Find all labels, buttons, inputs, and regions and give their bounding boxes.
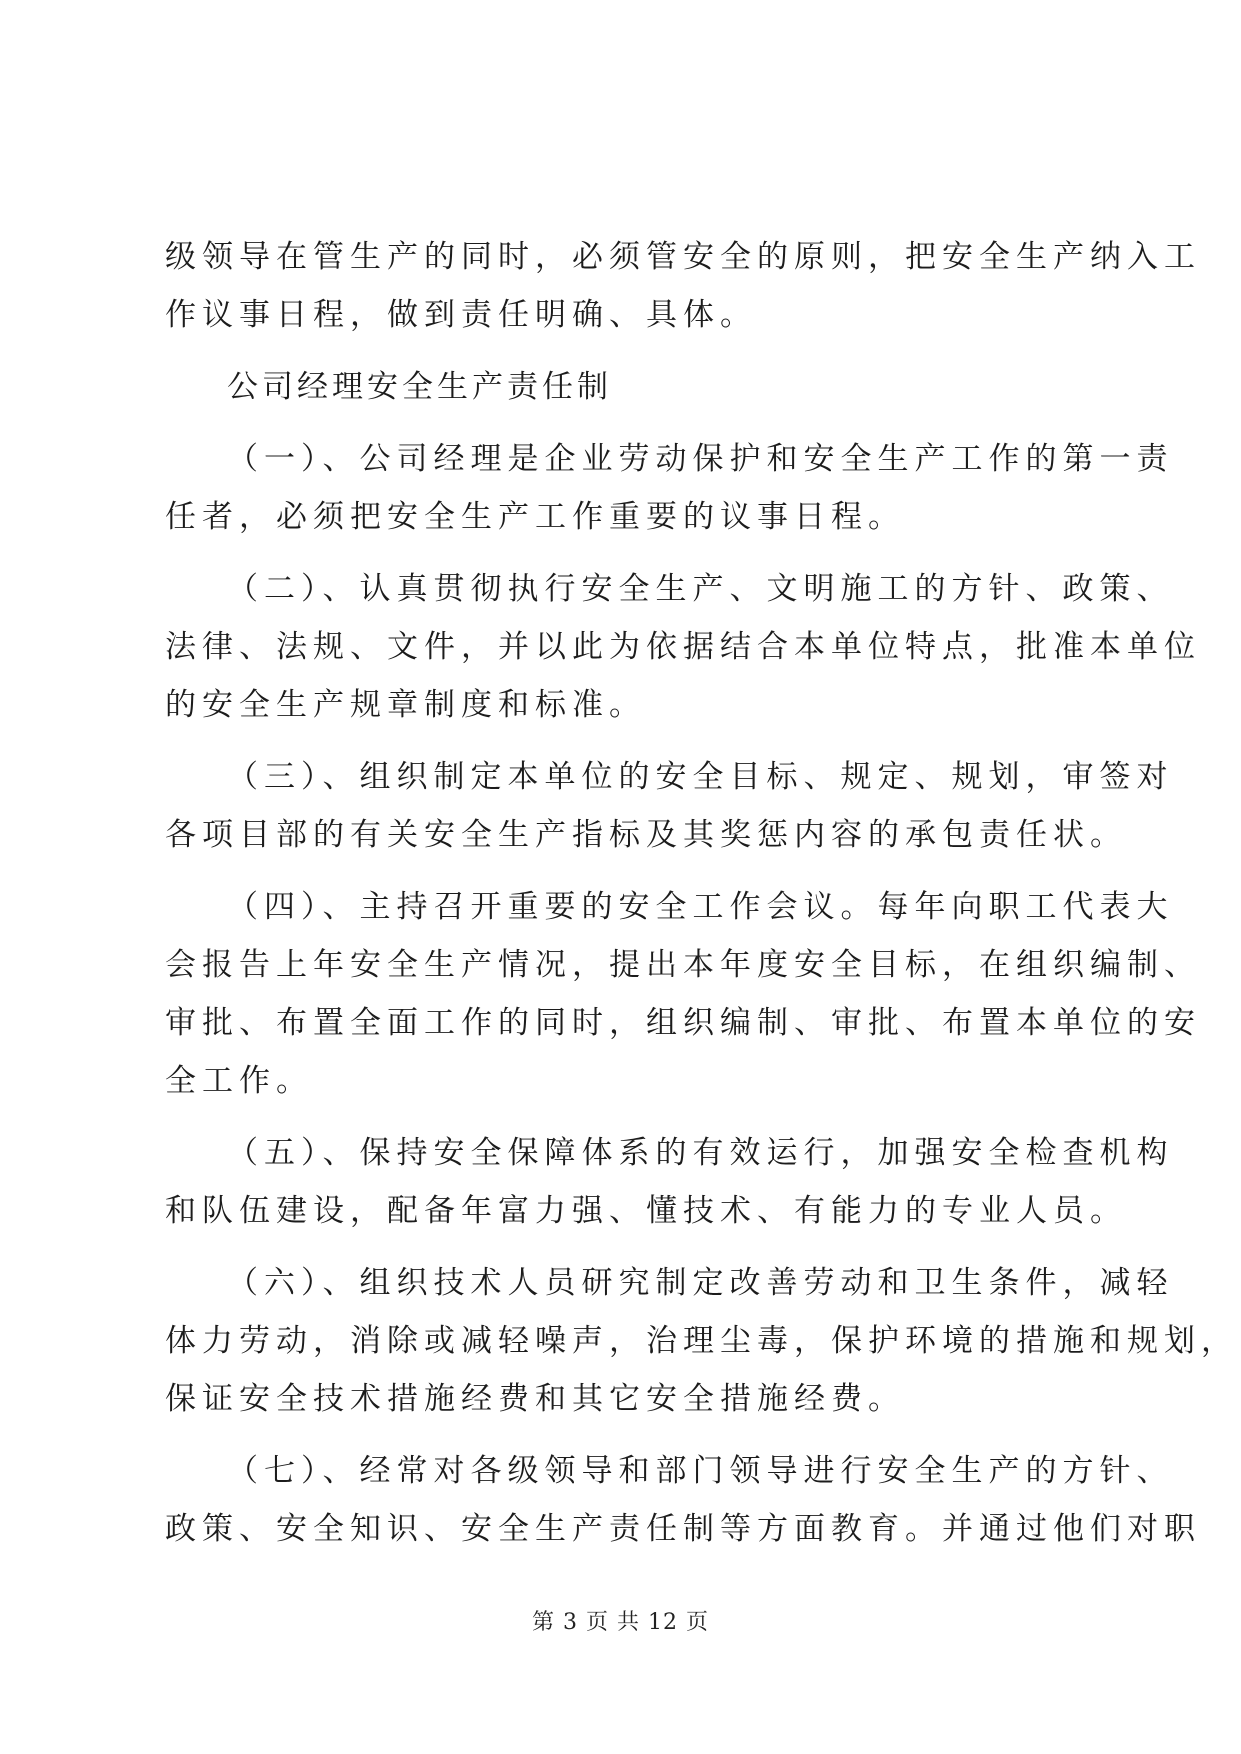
text-line: 会报告上年安全生产情况，提出本年度安全目标，在组织编制、 [165,947,1201,983]
page-number-footer: 第 3 页 共 12 页 [532,1610,709,1635]
text-line: 全工作。 [165,1063,313,1099]
document-body [165,228,1238,1558]
text-line: 保证安全技术措施经费和其它安全措施经费。 [165,1381,905,1417]
text-line: （七）、经常对各级领导和部门领导进行安全生产的方针、 [227,1453,1174,1489]
text-line: 作议事日程，做到责任明确、具体。 [165,297,757,333]
text-line: 体力劳动，消除或减轻噪声，治理尘毒，保护环境的措施和规划， [165,1323,1238,1359]
text-line: 各项目部的有关安全生产指标及其奖惩内容的承包责任状。 [165,817,1127,853]
text-line: （一）、公司经理是企业劳动保护和安全生产工作的第一责 [227,441,1174,477]
text-line: 政策、安全知识、安全生产责任制等方面教育。并通过他们对职 [165,1511,1201,1547]
text-line: 审批、布置全面工作的同时，组织编制、审批、布置本单位的安 [165,1005,1201,1041]
text-line: （五）、保持安全保障体系的有效运行，加强安全检查机构 [227,1135,1174,1171]
text-line: （六）、组织技术人员研究制定改善劳动和卫生条件，减轻 [227,1265,1174,1301]
text-line: 级领导在管生产的同时，必须管安全的原则，把安全生产纳入工 [165,239,1201,275]
text-line: （四）、主持召开重要的安全工作会议。每年向职工代表大 [227,889,1174,925]
text-line: （二）、认真贯彻执行安全生产、文明施工的方针、政策、 [227,571,1174,607]
section-heading: 公司经理安全生产责任制 [227,369,612,405]
text-line: 的安全生产规章制度和标准。 [165,687,646,723]
text-line: 和队伍建设，配备年富力强、懂技术、有能力的专业人员。 [165,1193,1127,1229]
text-line: 法律、法规、文件，并以此为依据结合本单位特点，批准本单位 [165,629,1201,665]
text-line: （三）、组织制定本单位的安全目标、规定、规划，审签对 [227,759,1174,795]
text-line: 任者，必须把安全生产工作重要的议事日程。 [165,499,905,535]
